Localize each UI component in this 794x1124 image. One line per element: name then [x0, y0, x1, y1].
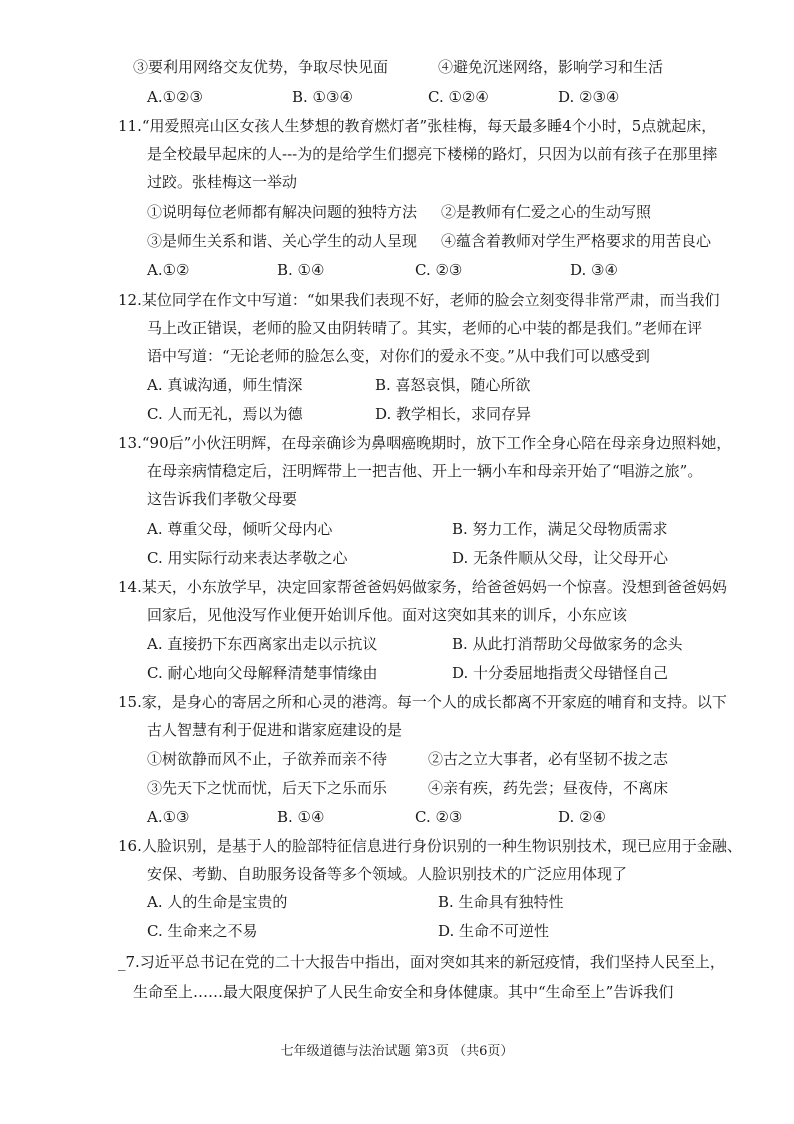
- q14-choice-c: C. 耐心地向父母解释清楚事情缘由: [147, 664, 378, 682]
- q13-stem-line-2: 在母亲病情稳定后，汪明辉带上一把吉他、开上一辆小车和母亲开始了“唱游之旅”。: [147, 462, 703, 480]
- q13-choice-d: D. 无条件顺从父母，让父母开心: [452, 549, 669, 567]
- q13-stem-line-3: 这告诉我们孝敬父母要: [147, 490, 298, 508]
- q14-stem-line-1: 14.某天，小东放学早，决定回家帮爸爸妈妈做家务，给爸爸妈妈一个惊喜。没想到爸爸妈妈: [118, 578, 727, 596]
- q14-choice-d: D. 十分委屈地指责父母错怪自己: [452, 664, 669, 682]
- q15-stem-line-1: 15.家，是身心的寄居之所和心灵的港湾。每一个人的成长都离不开家庭的哺育和支持。以下: [118, 693, 727, 711]
- q12-choice-d: D. 教学相长，求同存异: [375, 405, 532, 423]
- q11-option-3: ③是师生关系和谐、关心学生的动人呈现: [147, 232, 418, 250]
- q14-choice-b: B. 从此打消帮助父母做家务的念头: [452, 635, 683, 653]
- q12-choice-b: B. 喜怒哀惧，随心所欲: [375, 376, 531, 394]
- q15-option-1: ①树欲静而风不止，子欲养而亲不待: [147, 750, 388, 768]
- page-footer: 七年级道德与法治试题 第3页 （共6页）: [280, 1044, 514, 1059]
- q14-stem-line-2: 回家后，见他没写作业便开始训斥他。面对这突如其来的训斥，小东应该: [147, 606, 628, 624]
- q16-stem-line-1: 16.人脸识别，是基于人的脸部特征信息进行身份识别的一种生物识别技术，现已应用于金融、: [118, 837, 742, 855]
- q10-choice-b: B. ①③④: [292, 88, 353, 106]
- q13-choice-b: B. 努力工作，满足父母物质需求: [452, 520, 668, 538]
- q11-option-2: ②是教师有仁爱之心的生动写照: [441, 203, 652, 221]
- q15-choice-b: B. ①④: [277, 808, 325, 826]
- q16-choice-a: A. 人的生命是宝贵的: [147, 893, 288, 911]
- q13-choice-c: C. 用实际行动来表达孝敬之心: [147, 549, 348, 567]
- q16-choice-b: B. 生命具有独特性: [438, 893, 564, 911]
- q11-option-1: ①说明每位老师都有解决问题的独特方法: [147, 203, 418, 221]
- q10-choice-c: C. ①②④: [428, 88, 489, 106]
- q11-choice-a: A.①②: [147, 261, 190, 279]
- q15-stem-line-2: 古人智慧有利于促进和谐家庭建设的是: [147, 721, 403, 739]
- q12-choice-c: C. 人而无礼，焉以为德: [147, 405, 303, 423]
- q12-stem-line-1: 12.某位同学在作文中写道：“如果我们表现不好，老师的脸会立刻变得非常严肃，而当我们: [118, 291, 720, 309]
- q10-option-4: ④避免沉迷网络，影响学习和生活: [438, 58, 664, 76]
- q14-choice-a: A. 直接扔下东西离家出走以示抗议: [147, 635, 378, 653]
- q15-option-4: ④亲有疾，药先尝；昼夜侍，不离床: [428, 779, 669, 797]
- q11-option-4: ④蕴含着教师对学生严格要求的用苦良心: [441, 232, 712, 250]
- q10-choice-a: A.①②③: [147, 88, 203, 106]
- q10-option-3: ③要利用网络交友优势，争取尽快见面: [133, 58, 389, 76]
- q17-stem-line-2: 生命至上……最大限度保护了人民生命安全和身体健康。其中“生命至上”告诉我们: [133, 983, 674, 1001]
- q11-choice-b: B. ①④: [277, 261, 325, 279]
- q11-stem-line-2: 是全校最早起床的人---为的是给学生们摁亮下楼梯的路灯，只因为以前有孩子在那里摔: [147, 145, 718, 163]
- q11-stem-line-3: 过跤。张桂梅这一举动: [147, 173, 298, 191]
- q15-option-3: ③先天下之忧而忧，后天下之乐而乐: [147, 779, 388, 797]
- q11-choice-d: D. ③④: [570, 261, 618, 279]
- q17-stem-line-1: _7.习近平总书记在党的二十大报告中指出，面对突如其来的新冠疫情，我们坚持人民至上，: [118, 953, 725, 971]
- q13-choice-a: A. 尊重父母，倾听父母内心: [147, 520, 333, 538]
- q11-stem-line-1: 11.“用爱照亮山区女孩人生梦想的教育燃灯者”张桂梅，每天最多睡4个小时，5点就起床，: [118, 117, 717, 135]
- q12-stem-line-3: 语中写道：“无论老师的脸怎么变，对你们的爱永不变。”从中我们可以感受到: [147, 347, 650, 365]
- q15-choice-c: C. ②③: [415, 808, 463, 826]
- q15-option-2: ②古之立大事者，必有坚韧不拔之志: [428, 750, 669, 768]
- q12-stem-line-2: 马上改正错误，老师的脸又由阴转晴了。其实，老师的心中装的都是我们。”老师在评: [147, 319, 703, 337]
- q13-stem-line-1: 13.“90后”小伙汪明辉，在母亲确诊为鼻咽癌晚期时，放下工作全身心陪在母亲身边照料她，: [118, 434, 732, 452]
- q10-choice-d: D. ②③④: [558, 88, 620, 106]
- q12-choice-a: A. 真诚沟通，师生情深: [147, 376, 303, 394]
- q16-choice-d: D. 生命不可逆性: [438, 922, 550, 940]
- q16-choice-c: C. 生命来之不易: [147, 922, 258, 940]
- q16-stem-line-2: 安保、考勤、自助服务设备等多个领域。人脸识别技术的广泛应用体现了: [147, 865, 628, 883]
- q15-choice-d: D. ②④: [558, 808, 606, 826]
- q15-choice-a: A.①③: [147, 808, 190, 826]
- q11-choice-c: C. ②③: [415, 261, 463, 279]
